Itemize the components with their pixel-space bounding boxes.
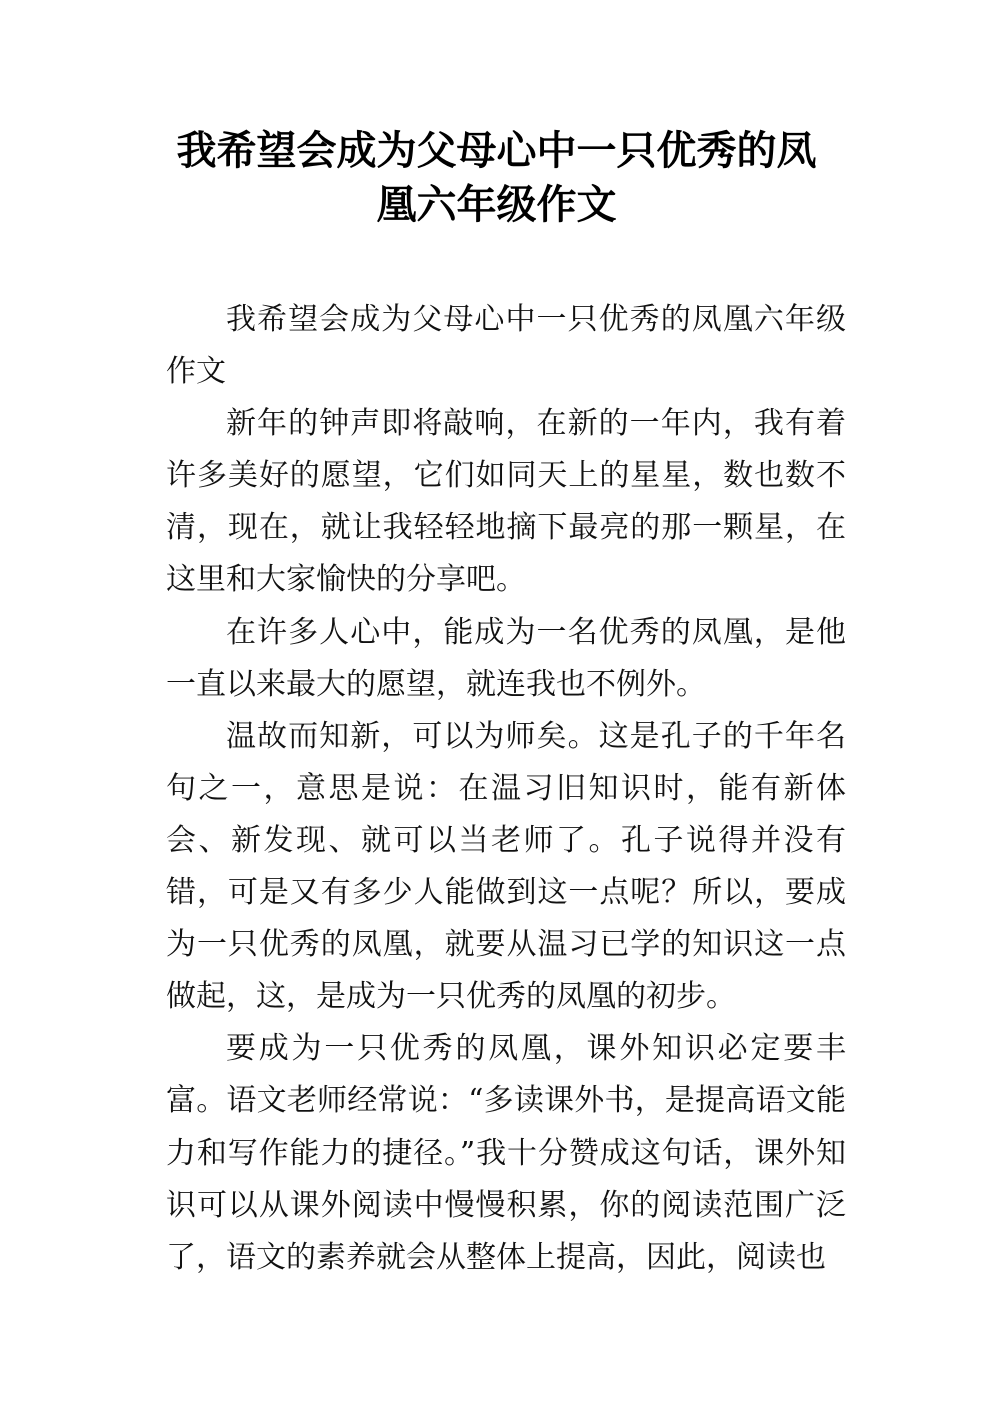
paragraph-3: 在许多人心中，能成为一名优秀的凤凰，是他一直以来最大的愿望，就连我也不例外。 xyxy=(166,614,846,702)
paragraph-2: 新年的钟声即将敲响，在新的一年内，我有着许多美好的愿望，它们如同天上的星星，数也数不清，现在，就让我轻轻地摘下最亮的那一颗星，在这里和大家愉快的分享吧。 xyxy=(166,406,846,598)
paragraph-1: 我希望会成为父母心中一只优秀的凤凰六年级作文 xyxy=(166,302,846,390)
paragraph-4: 温故而知新，可以为师矣。这是孔子的千年名句之一，意思是说：在温习旧知识时，能有新体会、新发现、就可以当老师了。孔子说得并没有错，可是又有多少人能做到这一点呢？所以，要成为一只优秀的凤凰，就要从温习已学的知识这一点做起，这，是成为一只优秀的凤凰的初步。 xyxy=(166,718,846,1015)
document-title xyxy=(150,124,843,232)
document-body xyxy=(166,294,846,1284)
paragraph-5: 要成为一只优秀的凤凰，课外知识必定要丰富。语文老师经常说：“多读课外书，是提高语文能力和写作能力的捷径。”我十分赞成这句话，课外知识可以从课外阅读中慢慢积累，你的阅读范围广泛了，语文的素养就会从整体上提高，因此，阅读也 xyxy=(166,1031,846,1275)
title-line-1: 我希望会成为父母心中一只优秀的凤 xyxy=(176,128,817,174)
title-line-2: 凰六年级作文 xyxy=(376,182,617,228)
